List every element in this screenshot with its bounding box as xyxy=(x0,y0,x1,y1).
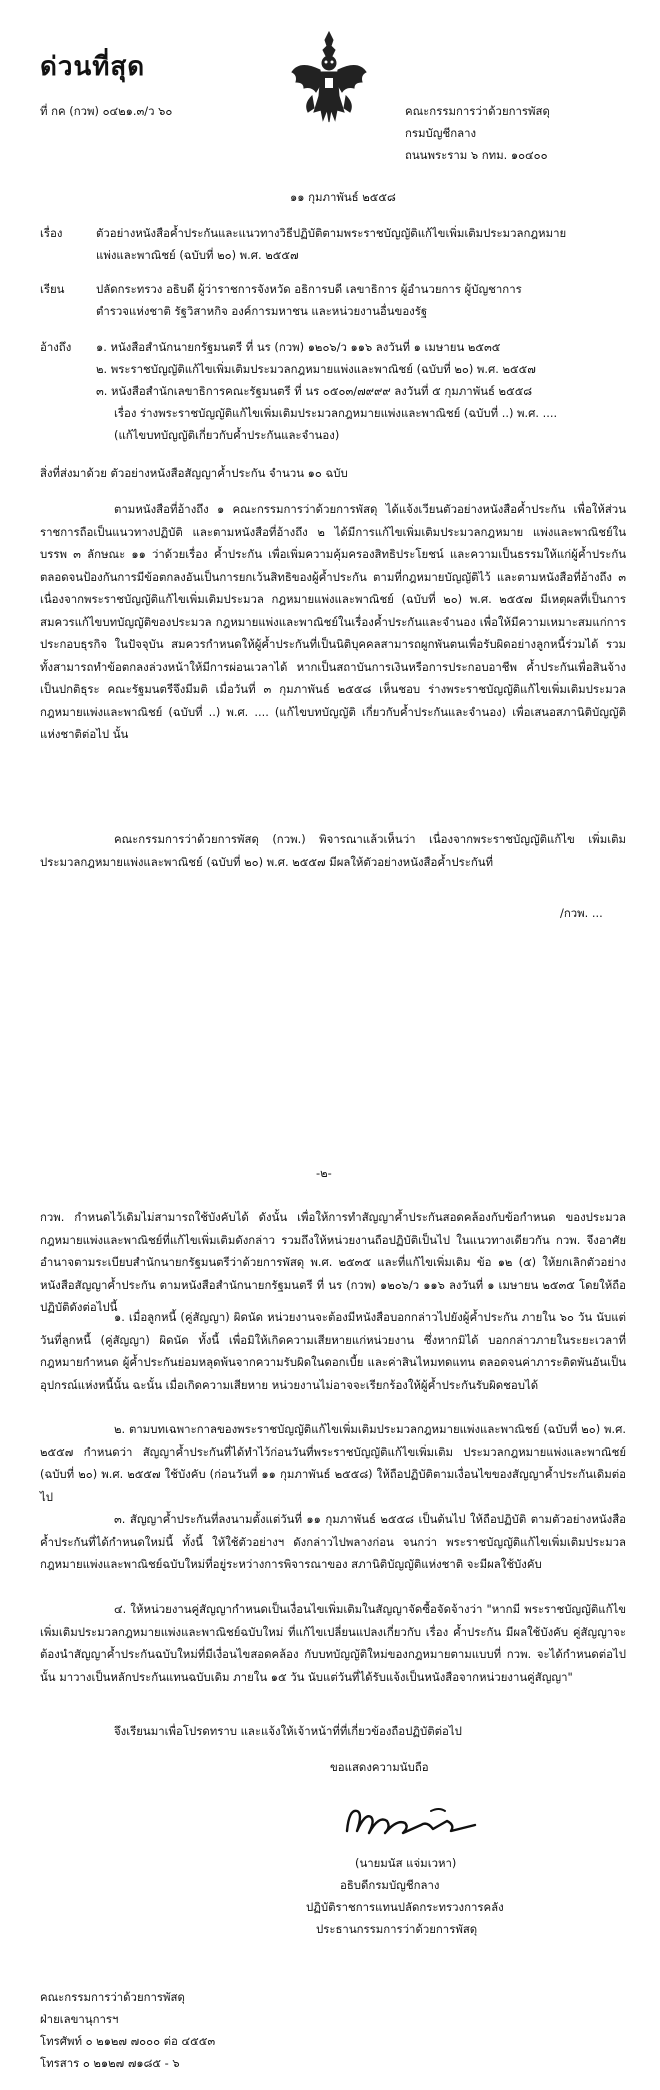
footer-fax: โทรสาร ๐ ๒๑๒๗ ๗๑๘๕ - ๖ xyxy=(40,2056,180,2070)
garuda-emblem-icon xyxy=(290,30,368,125)
references-label: อ้างถึง xyxy=(40,340,72,354)
signatory-title-2: ปฏิบัติราชการแทนปลัดกระทรวงการคลัง xyxy=(306,1900,504,1914)
sender-line-3: ถนนพระราม ๖ กทม. ๑๐๔๐๐ xyxy=(405,148,548,162)
recipients-line-1: ปลัดกระทรวง อธิบดี ผู้ว่าราชการจังหวัด อธิการบดี เลขาธิการ ผู้อำนวยการ ผู้บัญชาการ xyxy=(96,282,522,296)
subject-line-1: ตัวอย่างหนังสือค้ำประกันและแนวทางวิธีปฏิบัติตามพระราชบัญญัติแก้ไขเพิ่มเติมประมวลกฎหมาย xyxy=(96,226,567,240)
reference-item-3-subject: เรื่อง ร่างพระราชบัญญัติแก้ไขเพิ่มเติมประมวลกฎหมายแพ่งและพาณิชย์ (ฉบับที่ ..) พ.ศ. .... xyxy=(114,406,558,420)
recipients-line-2: ตำรวจแห่งชาติ รัฐวิสาหกิจ องค์การมหาชน และหน่วยงานอื่นของรัฐ xyxy=(96,304,428,318)
reference-item-3: ๓. หนังสือสำนักเลขาธิการคณะรัฐมนตรี ที่ นร ๐๕๐๓/๗๙๙๙ ลงวันที่ ๕ กุมภาพันธ์ ๒๕๕๘ xyxy=(96,384,533,398)
sender-line-2: กรมบัญชีกลาง xyxy=(405,126,477,140)
subject-line-2: แพ่งและพาณิชย์ (ฉบับที่ ๒๐) พ.ศ. ๒๕๕๗ xyxy=(96,248,299,262)
signatory-title-1: อธิบดีกรมบัญชีกลาง xyxy=(340,1878,440,1892)
footer-phone: โทรศัพท์ ๐ ๒๑๒๗ ๗๐๐๐ ต่อ ๔๕๕๓ xyxy=(40,2034,216,2048)
page2-paragraph-1: กวพ. กำหนดไว้เดิมไม่สามารถใช้บังคับได้ ดังนั้น เพื่อให้การทำสัญญาค้ำประกันสอดคล้องกับข้อกำหนด ของประมวลกฎหมายแพ่งและพาณิชย์ที่แก้ไขเพิ่มเติมดังกล่าว รวมถึงให้หน่วยงานถือปฏิบัติเป็นไป ในแนวทางเดียวกัน กวพ. จึงอาศัยอำนาจตามระเบียบสำนักนายกรัฐมนตรีว่าด้วยการพัสดุ พ.ศ. ๒๕๓๕ และที่แก้ไขเพิ่มเติม ข้อ ๑๒ (๕) ให้ยกเลิกตัวอย่างหนังสือสัญญาค้ำประกัน ตามหนังสือสำนักนายกรัฐมนตรี ที่ นร (กวพ) ๑๒๐๖/ว ๑๑๖ ลงวันที่ ๑ เมษายน ๒๕๓๕ โดยให้ถือปฏิบัติดังต่อไปนี้ xyxy=(40,1210,626,1314)
document-date: ๑๑ กุมภาพันธ์ ๒๕๕๘ xyxy=(290,190,396,204)
body-paragraph-2: คณะกรรมการว่าด้วยการพัสดุ (กวพ.) พิจารณาแล้วเห็นว่า เนื่องจากพระราชบัญญัติแก้ไข เพิ่มเติมประมวลกฎหมายแพ่งและพาณิชย์ (ฉบับที่ ๒๐) พ.ศ. ๒๕๕๗ มีผลให้ตัวอย่างหนังสือค้ำประกันที่ xyxy=(40,832,626,869)
reference-item-3-note: (แก้ไขบทบัญญัติเกี่ยวกับค้ำประกันและจำนอง) xyxy=(114,428,340,442)
page-number: -๒- xyxy=(316,1166,332,1180)
enclosure-line: สิ่งที่ส่งมาด้วย ตัวอย่างหนังสือสัญญาค้ำประกัน จำนวน ๑๐ ฉบับ xyxy=(40,466,348,480)
body-paragraph-1: ตามหนังสือที่อ้างถึง ๑ คณะกรรมการว่าด้วยการพัสดุ ได้แจ้งเวียนตัวอย่างหนังสือค้ำประกัน เพื่อให้ส่วนราชการถือเป็นแนวทางปฏิบัติ และตามหนังสือที่อ้างถึง ๒ ได้มีการแก้ไขเพิ่มเติมประมวลกฎหมาย แพ่งและพาณิชย์ในบรรพ ๓ ลักษณะ ๑๑ ว่าด้วยเรื่อง ค้ำประกัน เพื่อเพิ่มความคุ้มครองสิทธิประโยชน์ และความเป็นธรรมให้แก่ผู้ค้ำประกัน ตลอดจนป้องกันการมีข้อตกลงอันเป็นการยกเว้นสิทธิของผู้ค้ำประกัน ตามที่กฎหมายบัญญัติไว้ และตามหนังสือที่อ้างถึง ๓ เนื่องจากพระราชบัญญัติแก้ไขเพิ่มเติมประมวล กฎหมายแพ่งและพาณิชย์ (ฉบับที่ ๒๐) พ.ศ. ๒๕๕๗ มีเหตุผลที่เป็นการสมควรแก้ไขบทบัญญัติของประมวล กฎหมายแพ่งและพาณิชย์ในเรื่องค้ำประกันและจำนอง เพื่อให้มีความเหมาะสมแก่การประกอบธุรกิจ ในปัจจุบัน สมควรกำหนดให้ผู้ค้ำประกันที่เป็นนิติบุคคลสามารถผูกพันตนเพื่อรับผิดอย่างลูกหนี้ร่วมได้ รวมทั้งสามารถทำข้อตกลงล่วงหน้าให้มีการผ่อนเวลาได้ หากเป็นสถาบันการเงินหรือการประกอบอาชีพ ค้ำประกันเพื่อสินจ้างเป็นปกติธุระ คณะรัฐมนตรีจึงมีมติ เมื่อวันที่ ๓ กุมภาพันธ์ ๒๕๕๘ เห็นชอบ ร่างพระราชบัญญัติแก้ไขเพิ่มเติมประมวลกฎหมายแพ่งและพาณิชย์ (ฉบับที่ ..) พ.ศ. .... (แก้ไขบทบัญญัติ เกี่ยวกับค้ำประกันและจำนอง) เพื่อเสนอสภานิติบัญญัติแห่งชาติต่อไป นั้น xyxy=(40,502,626,741)
sender-line-1: คณะกรรมการว่าด้วยการพัสดุ xyxy=(405,104,550,118)
handwritten-signature-icon xyxy=(335,1795,485,1850)
page2-item-1: ๑. เมื่อลูกหนี้ (คู่สัญญา) ผิดนัด หน่วยงานจะต้องมีหนังสือบอกกล่าวไปยังผู้ค้ำประกัน ภายใน ๖๐ วัน นับแต่วันที่ลูกหนี้ (คู่สัญญา) ผิดนัด ทั้งนี้ เพื่อมิให้เกิดความเสียหายแก่หน่วยงาน ซึ่งหากมิได้ บอกกล่าวภายในระยะเวลาที่กฎหมายกำหนด ผู้ค้ำประกันย่อมหลุดพ้นจากความรับผิดในดอกเบี้ย และค่าสินไหมทดแทน ตลอดจนค่าภาระติดพันอันเป็นอุปกรณ์แห่งหนี้นั้น ฉะนั้น เมื่อเกิดความเสียหาย หน่วยงานไม่อาจจะเรียกร้องให้ผู้ค้ำประกันรับผิดชอบได้ xyxy=(40,1310,626,1392)
recipients-label: เรียน xyxy=(40,282,65,296)
document-number: ที่ กค (กวพ) ๐๔๒๑.๓/ว ๖๐ xyxy=(40,104,173,118)
signatory-name: (นายมนัส แจ่มเวหา) xyxy=(355,1856,457,1870)
reference-item-2: ๒. พระราชบัญญัติแก้ไขเพิ่มเติมประมวลกฎหมายแพ่งและพาณิชย์ (ฉบับที่ ๒๐) พ.ศ. ๒๕๕๗ xyxy=(96,362,536,376)
subject-label: เรื่อง xyxy=(40,226,63,240)
continuation-marker: /กวพ. ... xyxy=(560,906,603,920)
page2-item-3: ๓. สัญญาค้ำประกันที่ลงนามตั้งแต่วันที่ ๑๑ กุมภาพันธ์ ๒๕๕๘ เป็นต้นไป ให้ถือปฏิบัติ ตามตัวอย่างหนังสือค้ำประกันที่ได้กำหนดใหม่นี้ ทั้งนี้ ให้ใช้ตัวอย่างฯ ดังกล่าวไปพลางก่อน จนกว่า พระราชบัญญัติแก้ไขเพิ่มเติมประมวลกฎหมายแพ่งและพาณิชย์ฉบับใหม่ที่อยู่ระหว่างการพิจารณาของ สภานิติบัญญัติแห่งชาติ จะมีผลใช้บังคับ xyxy=(40,1512,626,1571)
closing-salutation: ขอแสดงความนับถือ xyxy=(330,1760,429,1774)
page2-item-4: ๔. ให้หน่วยงานคู่สัญญากำหนดเป็นเงื่อนไขเพิ่มเติมในสัญญาจัดซื้อจัดจ้างว่า "หากมี พระราชบัญญัติแก้ไขเพิ่มเติมประมวลกฎหมายแพ่งและพาณิชย์ฉบับใหม่ ที่แก้ไขเปลี่ยนแปลงเกี่ยวกับ เรื่อง ค้ำประกัน มีผลใช้บังคับ คู่สัญญาจะต้องนำสัญญาค้ำประกันฉบับใหม่ที่มีเงื่อนไขสอดคล้อง กับบทบัญญัติใหม่ของกฎหมายตามแบบที่ กวพ. จะได้กำหนดต่อไปนั้น มาวางเป็นหลักประกันแทนฉบับเดิม ภายใน ๑๕ วัน นับแต่วันที่ได้รับแจ้งเป็นหนังสือจากหน่วยงานคู่สัญญา" xyxy=(40,1602,626,1684)
signatory-title-3: ประธานกรรมการว่าด้วยการพัสดุ xyxy=(316,1922,478,1936)
footer-office: คณะกรรมการว่าด้วยการพัสดุ xyxy=(40,1990,185,2004)
closing-request: จึงเรียนมาเพื่อโปรดทราบ และแจ้งให้เจ้าหน้าที่ที่เกี่ยวข้องถือปฏิบัติต่อไป xyxy=(114,1724,462,1738)
page2-item-2: ๒. ตามบทเฉพาะกาลของพระราชบัญญัติแก้ไขเพิ่มเติมประมวลกฎหมายแพ่งและพาณิชย์ (ฉบับที่ ๒๐) พ.ศ. ๒๕๕๗ กำหนดว่า สัญญาค้ำประกันที่ได้ทำไว้ก่อนวันที่พระราชบัญญัติแก้ไขเพิ่มเติม ประมวลกฎหมายแพ่งและพาณิชย์ (ฉบับที่ ๒๐) พ.ศ. ๒๕๕๗ ใช้บังคับ (ก่อนวันที่ ๑๑ กุมภาพันธ์ ๒๕๕๘) ให้ถือปฏิบัติตามเงื่อนไขของสัญญาค้ำประกันเดิมต่อไป xyxy=(40,1422,626,1504)
urgency-heading: ด่วนที่สุด xyxy=(40,52,146,82)
reference-item-1: ๑. หนังสือสำนักนายกรัฐมนตรี ที่ นร (กวพ) ๑๒๐๖/ว ๑๑๖ ลงวันที่ ๑ เมษายน ๒๕๓๕ xyxy=(96,340,501,354)
footer-unit: ฝ่ายเลขานุการฯ xyxy=(40,2012,119,2026)
